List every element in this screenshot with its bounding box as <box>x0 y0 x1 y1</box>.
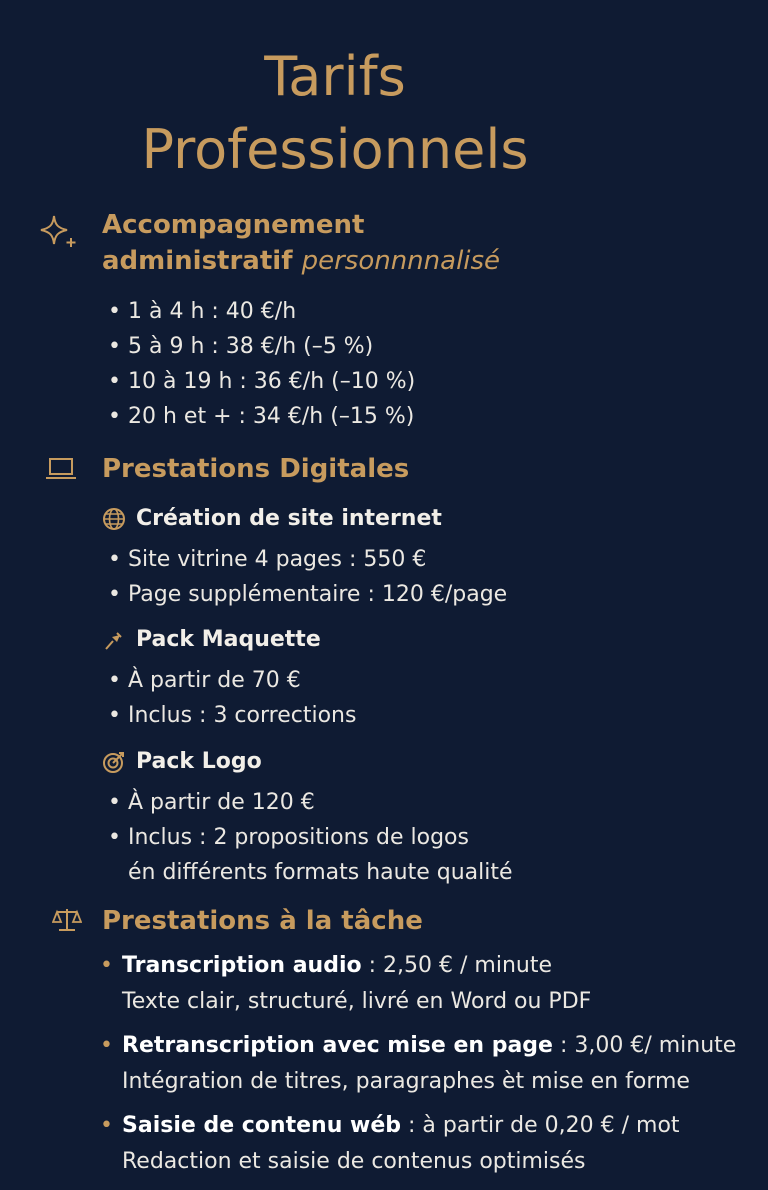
task-name: Saisie de contenu wéb <box>122 1113 402 1138</box>
logo-continuation: én différents formats haute qualité <box>128 860 513 885</box>
digitales-title: Prestations Digitales <box>102 454 410 484</box>
accompagnement-rates-list <box>108 294 415 434</box>
site-price-list <box>108 542 507 612</box>
accompagnement-title-line1: Accompagnement <box>102 210 365 240</box>
accompagnement-title-italic: personnnnalisé <box>301 246 501 276</box>
task-description: Texte clair, structuré, livré en Word ou PDF <box>122 989 592 1014</box>
task-name: Retranscription avec mise en page <box>122 1033 553 1058</box>
task-item <box>100 1028 760 1100</box>
maquette-subheading <box>102 627 321 652</box>
laptop-icon <box>44 456 78 482</box>
scale-icon <box>52 906 82 934</box>
task-price: : 3,00 €/ minute <box>552 1033 737 1058</box>
list-item: • À partir de 70 € <box>108 663 356 698</box>
list-item: • 5 à 9 h : 38 €/h (–5 %) <box>108 329 415 364</box>
list-item: • Inclus : 3 corrections <box>108 698 356 733</box>
logo-price-list <box>108 785 513 890</box>
list-item: • 20 h et + : 34 €/h (–15 %) <box>108 399 415 434</box>
pin-icon <box>102 628 126 652</box>
tache-title: Prestations à la tâche <box>102 906 423 936</box>
task-item <box>100 948 760 1020</box>
task-price: : à partir de 0,20 € / mot <box>401 1113 680 1138</box>
logo-subheading <box>102 749 262 774</box>
list-item: • Inclus : 2 propositions de logos <box>108 820 513 855</box>
task-name: Transcription audio <box>122 953 362 978</box>
list-item-continuation <box>108 855 513 890</box>
list-item: • 1 à 4 h : 40 €/h <box>108 294 415 329</box>
list-item: • Page supplémentaire : 120 €/page <box>108 577 507 612</box>
task-description: Intégration de titres, paragraphes èt mise en forme <box>122 1069 690 1094</box>
maquette-price-list <box>108 663 356 733</box>
accompagnement-title-normal: administratif <box>102 246 293 276</box>
page-title-line1: Tarifs <box>264 45 406 108</box>
task-price: : 2,50 € / minute <box>361 953 553 978</box>
maquette-title: Pack Maquette <box>136 627 321 652</box>
site-title: Création de site internet <box>136 506 442 531</box>
accompagnement-title <box>102 207 500 279</box>
list-item: • 10 à 19 h : 36 €/h (–10 %) <box>108 364 415 399</box>
logo-title: Pack Logo <box>136 749 262 774</box>
page-title-line2: Professionnels <box>141 118 529 181</box>
list-item: • À partir de 120 € <box>108 785 513 820</box>
target-icon <box>102 750 126 774</box>
tache-list <box>100 948 760 1188</box>
task-item <box>100 1108 760 1180</box>
list-item: • Site vitrine 4 pages : 550 € <box>108 542 507 577</box>
site-subheading <box>102 506 442 531</box>
globe-icon <box>102 507 126 531</box>
task-description: Redaction et saisie de contenus optimisés <box>122 1149 586 1174</box>
sparkle-icon <box>38 212 80 252</box>
